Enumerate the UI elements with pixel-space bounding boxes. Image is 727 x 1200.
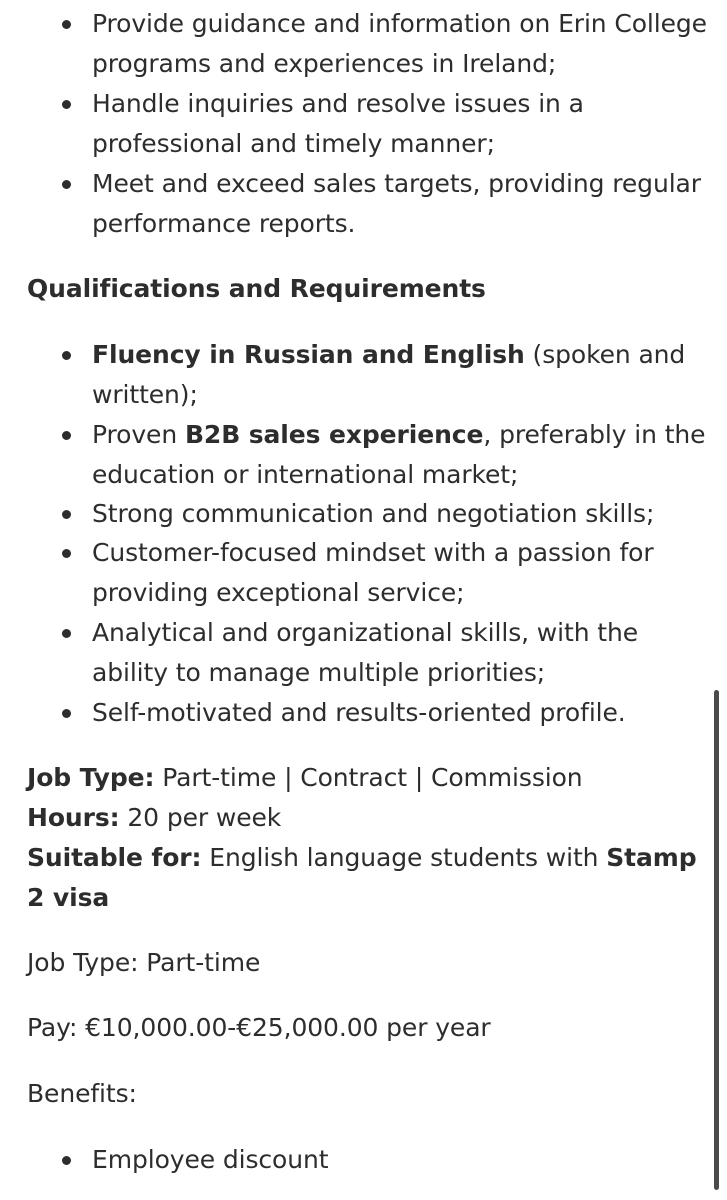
scrollbar[interactable] xyxy=(714,690,719,1190)
job-type-detail: Job Type: Part-time | Contract | Commission xyxy=(27,763,583,792)
benefits-heading: Benefits: xyxy=(27,1079,137,1108)
list-item: Employee discount xyxy=(92,1140,712,1180)
job-type-line: Job Type: Part-time xyxy=(27,948,261,977)
list-item: Proven B2B sales experience, preferably in the education or international market; xyxy=(92,415,712,495)
list-item: Analytical and organizational skills, with the ability to manage multiple priorities; xyxy=(92,613,712,693)
suitable-for-detail: Suitable for: English language students with Stamp 2 visa xyxy=(27,843,697,912)
qualifications-heading: Qualifications and Requirements xyxy=(27,274,486,303)
hours-detail: Hours: 20 per week xyxy=(27,803,282,832)
list-item: Provide guidance and information on Erin College programs and experiences in Ireland; xyxy=(92,4,712,84)
list-item: Self-motivated and results-oriented profile. xyxy=(92,693,712,733)
list-item: Meet and exceed sales targets, providing regular performance reports. xyxy=(92,164,712,244)
list-item: Handle inquiries and resolve issues in a professional and timely manner; xyxy=(92,84,712,164)
list-item: Strong communication and negotiation skills; xyxy=(92,494,712,534)
list-item: Fluency in Russian and English (spoken and written); xyxy=(92,335,712,415)
list-item: Customer-focused mindset with a passion for providing exceptional service; xyxy=(92,533,712,613)
pay-line: Pay: €10,000.00-€25,000.00 per year xyxy=(27,1013,491,1042)
